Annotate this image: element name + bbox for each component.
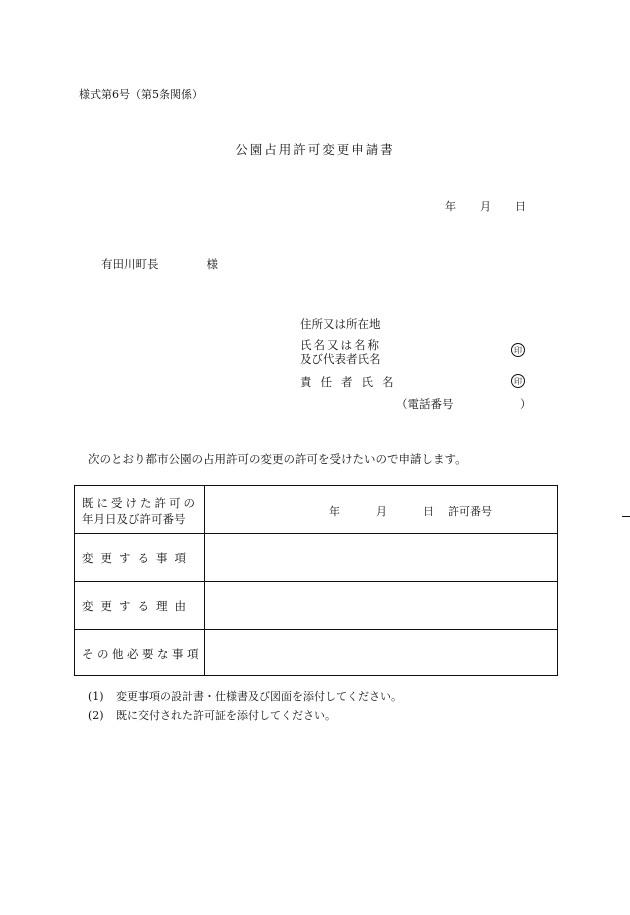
table-row-change-reason (75, 582, 557, 630)
change-items-value-cell[interactable] (206, 534, 557, 581)
permit-year: 年 (329, 505, 340, 518)
phone-close-paren: ） (520, 397, 532, 411)
intro-statement: 次のとおり都市公園の占用許可の変更の許可を受けたいので申請します。 (88, 452, 467, 466)
row-label-cell (75, 486, 205, 533)
row-label-cell (75, 630, 205, 676)
responsible-person-label: 責任者氏名 (300, 375, 403, 389)
addressee (101, 256, 218, 272)
note-number: (1) (88, 690, 104, 703)
applicant-address-label: 住所又は所在地 (300, 317, 381, 331)
change-reason-value-cell[interactable] (206, 582, 557, 629)
row-label-cell (75, 582, 205, 629)
date-month: 月 (480, 200, 491, 213)
table-row-prior-permit (75, 486, 557, 534)
note-text: 既に交付された許可証を添付してください。 (116, 709, 336, 722)
note-item (88, 688, 402, 704)
other-items-label: その他必要な事項 (82, 647, 202, 661)
note-number: (2) (88, 709, 104, 722)
prior-permit-label-line2: 年月日及び許可番号 (82, 512, 186, 526)
other-items-value-cell[interactable] (206, 630, 557, 676)
row-label-cell (75, 534, 205, 581)
date-line (445, 198, 526, 214)
permit-number-label: 許可番号 (448, 505, 492, 518)
applicant-representative-label: 及び代表者氏名 (300, 352, 381, 366)
date-day: 日 (515, 200, 526, 213)
prior-permit-value-cell[interactable] (206, 486, 557, 533)
date-year: 年 (445, 200, 456, 213)
seal-mark: 印 (511, 374, 525, 388)
addressee-name: 有田川町長 (101, 257, 159, 271)
seal-mark: 印 (511, 343, 525, 357)
note-text: 変更事項の設計書・仕様書及び図面を添付してください。 (116, 690, 402, 703)
document-title: 公園占用許可変更申請書 (235, 142, 395, 157)
applicant-name-label: 氏名又は名称 (300, 338, 381, 352)
prior-permit-label-line1: 既に受けた許可の (82, 496, 198, 510)
permit-number-blank[interactable] (622, 516, 630, 517)
change-details-table (74, 485, 558, 676)
change-items-label: 変更する事項 (82, 551, 193, 565)
table-row-change-items (75, 534, 557, 582)
permit-day: 日 (423, 505, 434, 518)
permit-month: 月 (376, 505, 387, 518)
phone-label: （電話番号 (396, 397, 454, 411)
addressee-honorific: 様 (206, 257, 218, 271)
note-item (88, 707, 336, 723)
change-reason-label: 変更する理由 (82, 599, 193, 613)
form-number: 様式第6号（第5条関係） (79, 88, 203, 101)
table-row-other-items (75, 630, 557, 676)
